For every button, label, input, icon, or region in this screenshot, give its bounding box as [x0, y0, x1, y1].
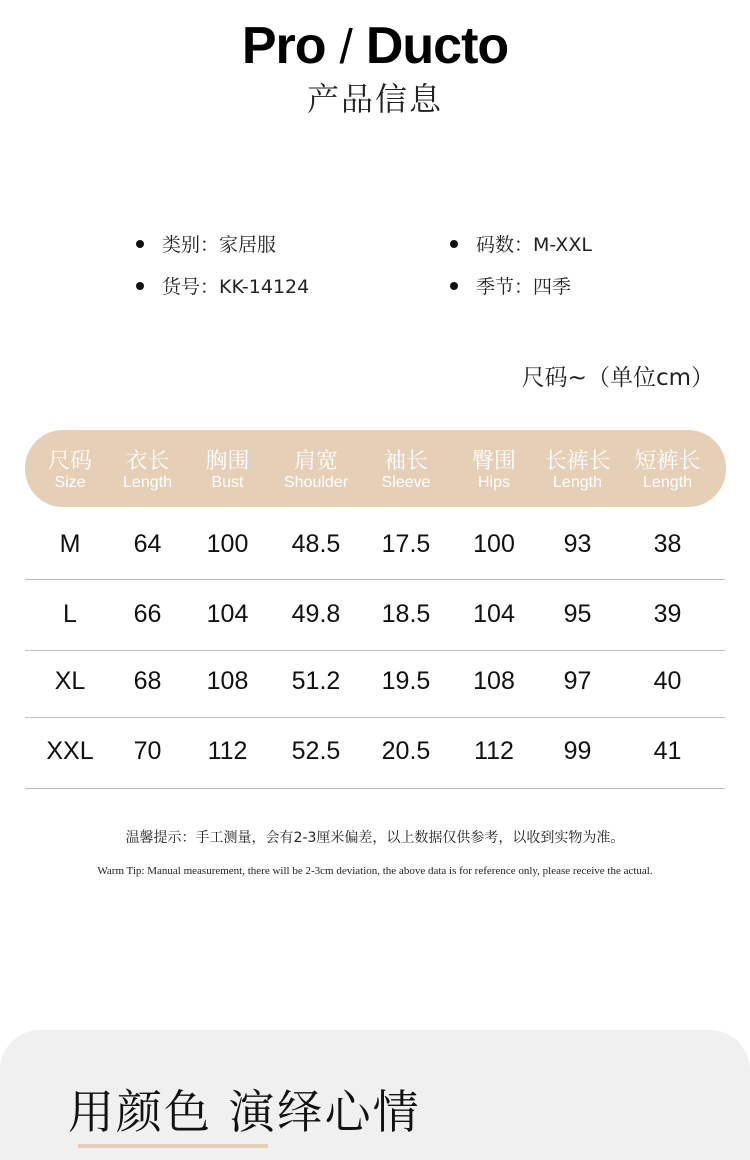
unit-note: 尺码~（单位cm） — [521, 365, 714, 391]
cell-size: XL — [54, 667, 86, 695]
bullet-icon — [136, 240, 144, 248]
cell-pants-length: 99 — [563, 737, 592, 765]
header-en: Hips — [477, 474, 510, 491]
header-en: Length — [123, 474, 172, 491]
cell-pants-length: 95 — [563, 600, 592, 628]
cell-pants-length: 93 — [563, 530, 592, 558]
header-cn: 衣长 — [125, 449, 170, 474]
cell-shorts-length: 40 — [653, 667, 682, 695]
cell-length: 68 — [133, 667, 162, 695]
header-en: Length — [553, 474, 602, 491]
info-category-text: 类别：家居服 — [162, 234, 277, 256]
header-cn: 短裤长 — [634, 449, 701, 474]
info-size-range-text: 码数：M-XXL — [476, 234, 592, 256]
info-item-no-text: 货号：KK-14124 — [162, 276, 310, 298]
section-title: 用颜色 演绎心情 — [68, 1085, 421, 1139]
cell-shorts-length: 39 — [653, 600, 682, 628]
cell-size: XXL — [46, 737, 94, 765]
cell-sleeve: 18.5 — [381, 600, 431, 628]
cell-shoulder: 49.8 — [291, 600, 341, 628]
cell-bust: 100 — [206, 530, 249, 558]
header-en: Sleeve — [381, 474, 431, 491]
cell-bust: 108 — [206, 667, 249, 695]
cell-shorts-length: 41 — [653, 737, 682, 765]
cell-shoulder: 51.2 — [291, 667, 341, 695]
header-hips — [453, 430, 535, 507]
cell-length: 64 — [133, 530, 162, 558]
header-cn: 尺码 — [47, 449, 92, 474]
cell-size: M — [59, 530, 81, 558]
info-category — [136, 230, 276, 257]
header-shorts-length — [625, 430, 710, 507]
title-slash: / — [339, 21, 352, 74]
info-size-range — [450, 230, 592, 257]
title-right: Ducto — [365, 17, 509, 75]
size-table-header — [25, 430, 726, 507]
cell-sleeve: 17.5 — [381, 530, 431, 558]
cell-shoulder: 48.5 — [291, 530, 341, 558]
cell-pants-length: 97 — [563, 667, 592, 695]
row-divider — [25, 788, 725, 789]
header-cn: 肩宽 — [293, 449, 338, 474]
cell-shoulder: 52.5 — [291, 737, 341, 765]
header-shoulder — [270, 430, 362, 507]
cell-sleeve: 20.5 — [381, 737, 431, 765]
accent-bar — [78, 1144, 268, 1148]
cell-sleeve: 19.5 — [381, 667, 431, 695]
header-sleeve — [365, 430, 447, 507]
warm-tip-en: Warm Tip: Manual measurement, there will be 2-3cm deviation, the above data is for reference only, please receive the actual. — [97, 865, 653, 877]
header-cn: 臀围 — [471, 449, 516, 474]
header-en: Shoulder — [283, 474, 349, 491]
header-cn: 袖长 — [383, 449, 428, 474]
cell-hips: 100 — [473, 530, 515, 558]
info-season — [450, 272, 571, 299]
cell-length: 66 — [133, 600, 162, 628]
page-subtitle: 产品信息 — [306, 80, 443, 118]
header-en: Bust — [211, 474, 244, 491]
header-en: Size — [54, 474, 86, 491]
cell-hips: 108 — [473, 667, 515, 695]
cell-shorts-length: 38 — [653, 530, 682, 558]
header-size — [25, 430, 115, 507]
header-cn: 胸围 — [205, 449, 250, 474]
info-season-text: 季节：四季 — [476, 276, 572, 298]
page-title — [0, 16, 750, 76]
bullet-icon — [450, 282, 458, 290]
bullet-icon — [136, 282, 144, 290]
cell-length: 70 — [133, 737, 162, 765]
header-length — [105, 430, 190, 507]
cell-hips: 112 — [474, 737, 514, 765]
header-en: Length — [643, 474, 692, 491]
row-divider — [25, 579, 725, 580]
title-left: Pro — [241, 17, 326, 75]
warm-tip-cn: 温馨提示：手工测量，会有2-3厘米偏差，以上数据仅供参考，以收到实物为准。 — [125, 830, 625, 846]
cell-bust: 112 — [207, 737, 248, 765]
cell-bust: 104 — [206, 600, 249, 628]
cell-hips: 104 — [473, 600, 515, 628]
header-cn: 长裤长 — [544, 449, 611, 474]
header-pants-length — [535, 430, 620, 507]
row-divider — [25, 717, 725, 718]
header-bust — [190, 430, 265, 507]
cell-size: L — [63, 600, 77, 628]
bullet-icon — [450, 240, 458, 248]
info-item-no — [136, 272, 309, 299]
row-divider — [25, 650, 725, 651]
